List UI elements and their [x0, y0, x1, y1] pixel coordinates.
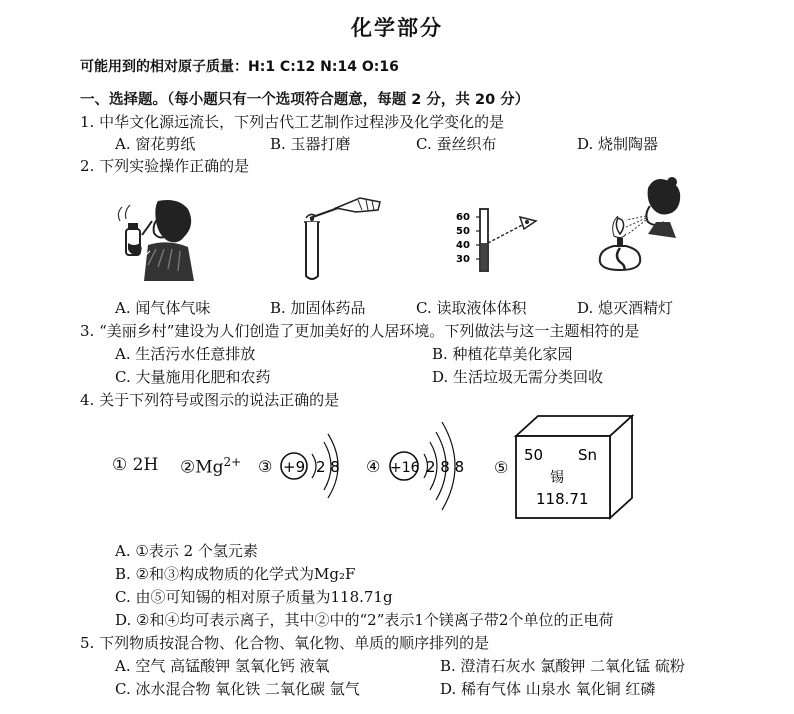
fluorine-nucleus: +9: [283, 458, 306, 476]
q5-option-a: A. 空气 高锰酸钾 氢氧化钙 液氧: [115, 657, 330, 675]
q5-option-c: C. 冰水混合物 氧化铁 二氧化碳 氩气: [115, 680, 360, 698]
symbol-mg-ion: [180, 455, 241, 478]
q3-option-b: B. 种植花草美化家园: [432, 345, 573, 363]
diagram-label-3: ③: [258, 457, 273, 476]
q4-stem: 4. 关于下列符号或图示的说法正确的是: [80, 391, 340, 409]
q3-option-a: A. 生活污水任意排放: [115, 345, 256, 363]
q5-stem: 5. 下列物质按混合物、化合物、氧化物、单质的顺序排列的是: [80, 634, 490, 652]
q4-option-b: B. ②和③构成物质的化学式为Mg₂F: [115, 565, 356, 583]
symbol-2h: ① 2H: [112, 455, 159, 475]
q5-option-b: B. 澄清石灰水 氯酸钾 二氧化锰 硫粉: [440, 657, 685, 675]
q4-option-d: D. ②和④均可表示离子，其中②中的“2”表示1个镁离子带2个单位的正电荷: [115, 611, 614, 629]
atomic-masses: 可能用到的相对原子质量：H:1 C:12 N:14 O:16: [80, 59, 399, 75]
tin-element-cell: [510, 412, 636, 522]
q2-option-c: C. 读取液体体积: [416, 299, 527, 317]
q1-option-c: C. 蚕丝织布: [416, 135, 497, 153]
q2-option-b: B. 加固体药品: [270, 299, 366, 317]
q3-option-c: C. 大量施用化肥和农药: [115, 368, 271, 386]
q1-stem: 1. 中华文化源远流长，下列古代工艺制作过程涉及化学变化的是: [80, 113, 505, 131]
q3-stem: 3. “美丽乡村”建设为人们创造了更加美好的人居环境。下列做法与这一主题相符的是: [80, 322, 640, 340]
q3-option-d: D. 生活垃圾无需分类回收: [432, 368, 604, 386]
diagram-label-4: ④: [366, 457, 381, 476]
q2-stem: 2. 下列实验操作正确的是: [80, 157, 250, 175]
sulfur-shells: 2 8 8: [426, 458, 465, 476]
q1-option-b: B. 玉器打磨: [270, 135, 351, 153]
fluorine-shells: 2 8: [316, 458, 340, 476]
q5-option-d: D. 稀有气体 山泉水 氧化铜 红磷: [440, 680, 656, 698]
tin-name: 锡: [550, 470, 564, 486]
adding-solid-illustration: [296, 192, 382, 284]
smelling-gas-illustration: [108, 195, 200, 283]
alcohol-lamp-illustration: [584, 176, 694, 280]
q4-option-c: C. 由⑤可知锡的相对原子质量为118.71g: [115, 588, 393, 606]
q1-option-d: D. 烧制陶器: [577, 135, 659, 153]
tick-label-40: 40: [456, 240, 470, 251]
tin-atomic-mass: 118.71: [536, 490, 589, 508]
tin-symbol: Sn: [578, 446, 598, 464]
diagram-label-5: ⑤: [494, 458, 509, 477]
graduated-cylinder-illustration: [454, 205, 540, 277]
page-title: 化学部分: [351, 16, 443, 40]
q4-option-a: A. ①表示 2 个氢元素: [115, 542, 258, 560]
fluorine-atom-diagram: [256, 426, 366, 506]
tick-label-30: 30: [456, 254, 470, 265]
q1-option-a: A. 窗花剪纸: [115, 135, 196, 153]
mg-charge: 2+: [223, 455, 242, 469]
tin-atomic-number: 50: [524, 446, 544, 464]
q2-option-d: D. 熄灭酒精灯: [577, 299, 674, 317]
tick-label-50: 50: [456, 226, 470, 237]
q2-option-a: A. 闻气体气味: [115, 299, 211, 317]
sulfur-nucleus: +16: [390, 460, 420, 476]
section-heading: 一、选择题。（每小题只有一个选项符合题意，每题 2 分，共 20 分）: [80, 92, 530, 108]
sulfur-ion-diagram: [364, 418, 494, 514]
tick-label-60: 60: [456, 212, 470, 223]
mg-symbol: ②Mg: [180, 457, 224, 478]
